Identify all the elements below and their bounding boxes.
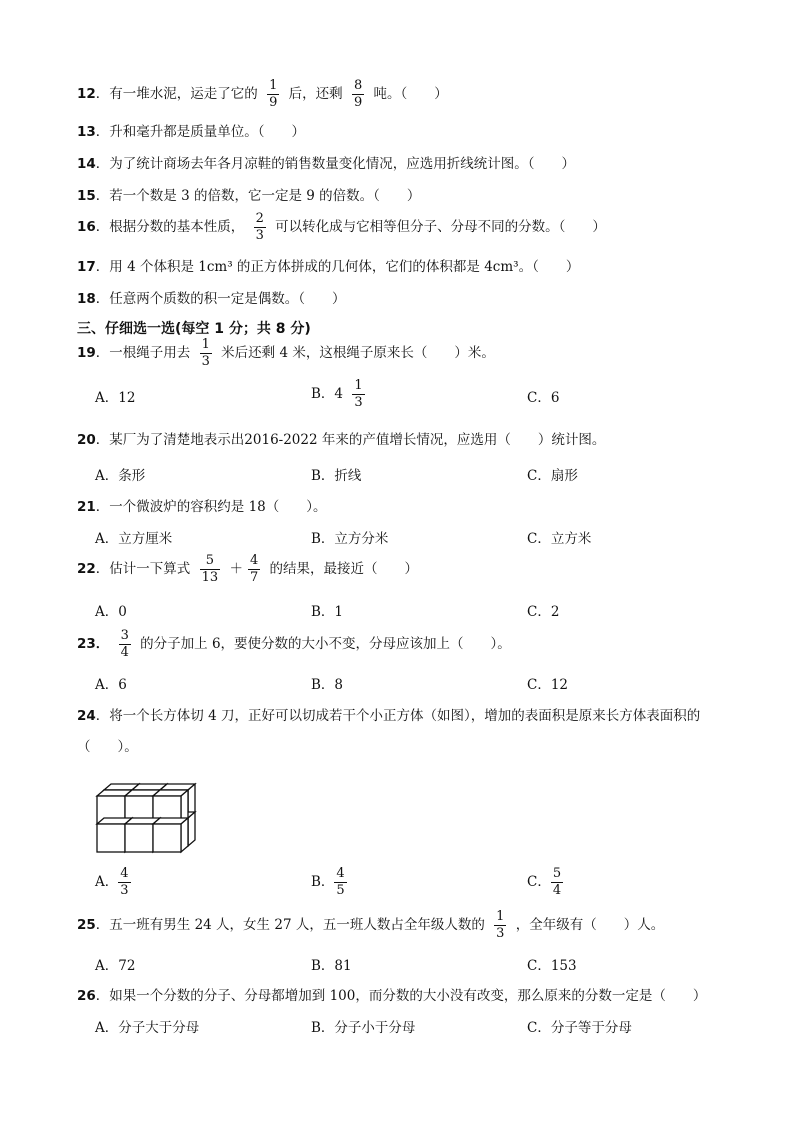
question-text: 的结果，最接近（ ） <box>269 561 419 577</box>
question-number: 13 <box>77 124 96 140</box>
option-a[interactable]: A．72 <box>95 958 136 974</box>
question-text: ．用 4 个体积是 1cm³ 的正方体拼成的几何体，它们的体积都是 4cm³。（ ） <box>95 259 580 275</box>
question-19 <box>77 338 495 369</box>
option-b[interactable]: B．8 <box>311 677 344 693</box>
question-number: 21 <box>77 499 96 515</box>
question-number: 24 <box>77 708 96 724</box>
question-text: ．将一个长方体切 4 刀，正好可以切成若干个小正方体（如图），增加的表面积是原来长方体表面积的 <box>95 708 701 724</box>
question-number: 22 <box>77 561 96 577</box>
denominator: 7 <box>249 570 259 585</box>
question-text: ．根据分数的基本性质， <box>95 219 245 235</box>
fraction <box>254 212 266 243</box>
question-16 <box>77 212 606 243</box>
question-number: 14 <box>77 156 96 172</box>
option-b[interactable]: B．立方分米 <box>311 531 389 547</box>
option-b[interactable] <box>311 379 370 410</box>
question-text: ．若一个数是 3 的倍数，它一定是 9 的倍数。（ ） <box>95 188 421 204</box>
denominator: 13 <box>201 570 219 585</box>
option-a[interactable]: A．立方厘米 <box>95 531 173 547</box>
question-number: 15 <box>77 188 96 204</box>
question-text: ．任意两个质数的积一定是偶数。（ ） <box>95 291 346 307</box>
numerator: 5 <box>552 866 562 881</box>
numerator: 8 <box>353 78 363 93</box>
question-number: 16 <box>77 219 96 235</box>
question-text: ，全年级有（ ）人。 <box>515 917 665 933</box>
denominator: 5 <box>336 883 345 898</box>
option-b[interactable]: B．分子小于分母 <box>311 1020 416 1036</box>
question-26 <box>77 987 706 1005</box>
fraction <box>267 79 279 110</box>
numerator: 4 <box>120 866 129 881</box>
option-label: B． <box>311 874 335 890</box>
denominator: 3 <box>120 883 129 898</box>
question-text: ．如果一个分数的分子、分母都增加到 100，而分数的大小没有改变，那么原来的分数一定是（ ） <box>95 988 707 1004</box>
question-number: 23 <box>77 636 96 652</box>
cube-stack-figure <box>95 776 199 854</box>
question-text: 可以转化成与它相等但分子、分母不同的分数。（ ） <box>275 219 606 235</box>
numerator: 2 <box>255 211 264 226</box>
fraction <box>352 79 364 110</box>
denominator: 3 <box>354 395 363 410</box>
numerator: 4 <box>249 553 259 568</box>
question-15 <box>77 187 420 205</box>
question-text: ．五一班有男生 24 人，女生 27 人，五一班人数占全年级人数的 <box>95 917 485 933</box>
denominator: 3 <box>255 228 264 243</box>
option-c[interactable]: C．12 <box>527 677 569 693</box>
question-number: 18 <box>77 291 96 307</box>
fraction <box>119 629 131 660</box>
numerator: 1 <box>201 337 210 352</box>
denominator: 3 <box>496 926 505 941</box>
option-a[interactable]: A．12 <box>95 390 136 406</box>
question-number: 12 <box>77 86 96 102</box>
option-label: A． <box>95 874 119 890</box>
question-24-blank: （ ）。 <box>77 739 138 755</box>
denominator: 4 <box>120 645 129 660</box>
question-number: 19 <box>77 345 96 361</box>
question-text: 后，还剩 <box>288 86 343 102</box>
option-a[interactable]: A．6 <box>95 677 127 693</box>
question-24 <box>77 707 700 725</box>
question-text: ．有一堆水泥，运走了它的 <box>95 86 258 102</box>
option-b[interactable]: B．折线 <box>311 468 362 484</box>
option-a[interactable] <box>95 867 136 898</box>
plus-sign: ＋ <box>229 561 243 577</box>
option-a[interactable]: A．分子大于分母 <box>95 1020 200 1036</box>
question-12 <box>77 79 448 110</box>
option-label: B．4 <box>311 386 344 402</box>
question-22 <box>77 554 418 585</box>
question-23: 23． $\frac{3}{4}$ 的分子加上 6，要使分数的大小不变，分母应该加上（ ）。 <box>77 628 511 660</box>
option-a[interactable]: A．条形 <box>95 468 146 484</box>
denominator: 9 <box>269 95 278 110</box>
fraction <box>494 910 506 941</box>
numerator: 1 <box>496 909 505 924</box>
numerator: 1 <box>269 78 278 93</box>
question-number: 25 <box>77 917 96 933</box>
option-c[interactable] <box>527 867 568 898</box>
question-number: 26 <box>77 988 96 1004</box>
fraction <box>200 338 212 369</box>
question-25 <box>77 910 664 941</box>
option-b[interactable]: B．1 <box>311 604 344 620</box>
denominator: 9 <box>353 95 363 110</box>
option-a[interactable]: A．0 <box>95 604 127 620</box>
section-heading: 三、仔细选一选(每空 1 分；共 8 分) <box>77 321 311 337</box>
fraction <box>551 867 563 898</box>
question-21 <box>77 498 327 516</box>
question-text: ．估计一下算式 <box>95 561 191 577</box>
question-20 <box>77 431 605 449</box>
question-17 <box>77 258 579 276</box>
question-text: ．一根绳子用去 <box>95 345 191 361</box>
question-text: ．升和毫升都是质量单位。（ ） <box>95 124 306 140</box>
numerator: 5 <box>205 553 214 568</box>
question-number: 17 <box>77 259 96 275</box>
question-14 <box>77 155 575 173</box>
numerator: 1 <box>354 378 363 393</box>
numerator: 3 <box>120 628 129 643</box>
option-c[interactable]: C．153 <box>527 958 577 974</box>
small-cube <box>153 818 188 852</box>
denominator: 3 <box>201 354 210 369</box>
question-number: 20 <box>77 432 96 448</box>
question-text: 的分子加上 6，要使分数的大小不变，分母应该加上（ ）。 <box>140 636 511 652</box>
fraction <box>352 379 364 410</box>
numerator: 4 <box>336 866 345 881</box>
question-text: 米后还剩 4 米，这根绳子原来长（ ）米。 <box>221 345 495 361</box>
option-c[interactable]: C．立方米 <box>527 531 592 547</box>
option-c[interactable]: C．6 <box>527 390 560 406</box>
question-text: ．一个微波炉的容积约是 18（ ）。 <box>95 499 327 515</box>
fraction <box>334 867 346 898</box>
question-text: ．为了统计商场去年各月凉鞋的销售数量变化情况，应选用折线统计图。（ ） <box>95 156 576 172</box>
option-c[interactable]: C．分子等于分母 <box>527 1020 632 1036</box>
fraction <box>118 867 130 898</box>
question-13 <box>77 123 305 141</box>
question-text: 吨。（ ） <box>373 86 448 102</box>
fraction <box>200 554 221 585</box>
option-label: C． <box>527 874 551 890</box>
fraction <box>248 554 260 585</box>
denominator: 4 <box>552 883 562 898</box>
option-c[interactable]: C．扇形 <box>527 468 578 484</box>
option-b[interactable]: B．81 <box>311 958 352 974</box>
option-c[interactable]: C．2 <box>527 604 560 620</box>
question-text: ．某厂为了清楚地表示出2016-2022 年来的产值增长情况，应选用（ ）统计图。 <box>95 432 606 448</box>
option-b[interactable] <box>311 867 352 898</box>
question-18 <box>77 290 346 308</box>
